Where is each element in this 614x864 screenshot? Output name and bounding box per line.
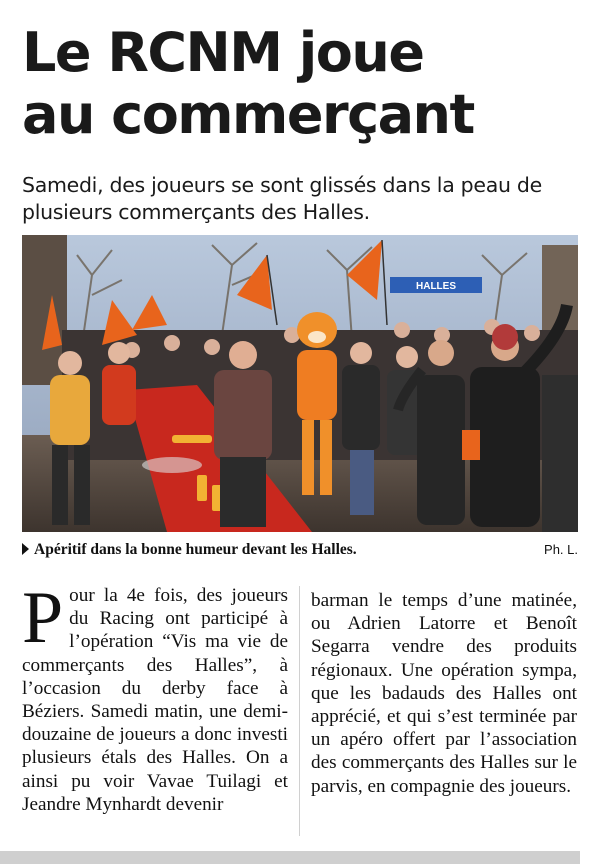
column-1-text: our la 4e fois, des joueurs du Racing ont participé à l’opération “Vis ma vie de commerçants des Halles”, à l’occasion du derby face à Béziers. Samedi matin, une demi-douzaine de joueurs a donc investi plusieurs étals des Halles. On a ainsi pu voir Vavae Tuilagi et Jeandre Mynhardt devenir <box>22 585 288 815</box>
caption-row <box>22 541 578 563</box>
headline-line-1: Le RCNM joue <box>22 21 424 84</box>
caption-arrow-icon <box>22 543 29 555</box>
caption-text: Apéritif dans la bonne humeur devant les Halles. <box>34 541 357 558</box>
article-column-2 <box>311 589 577 798</box>
page-bottom-bar <box>0 851 580 864</box>
column-2-text: barman le temps d’une matinée, ou Adrien Latorre et Benoît Segarra vendre des produits régionaux. Une opération sympa, que les badauds des Halles ont apprécié, et qui s’est terminée par un apéro offert par l’association des commerçants des Halles sur le parvis, en compagnie des joueurs. <box>311 590 577 797</box>
drop-cap: P <box>22 577 64 659</box>
article-photo <box>22 235 578 532</box>
headline <box>22 22 602 146</box>
article-column-1 <box>22 577 288 816</box>
photo-credit: Ph. L. <box>544 542 578 557</box>
photo-illustration <box>22 235 578 532</box>
column-divider <box>299 586 300 836</box>
article-deck: Samedi, des joueurs se sont glissés dans la peau de plusieurs commerçants des Halles. <box>22 173 542 224</box>
headline-line-2: au commerçant <box>22 83 474 146</box>
halles-sign: HALLES <box>416 281 456 292</box>
photo-caption <box>22 541 357 559</box>
